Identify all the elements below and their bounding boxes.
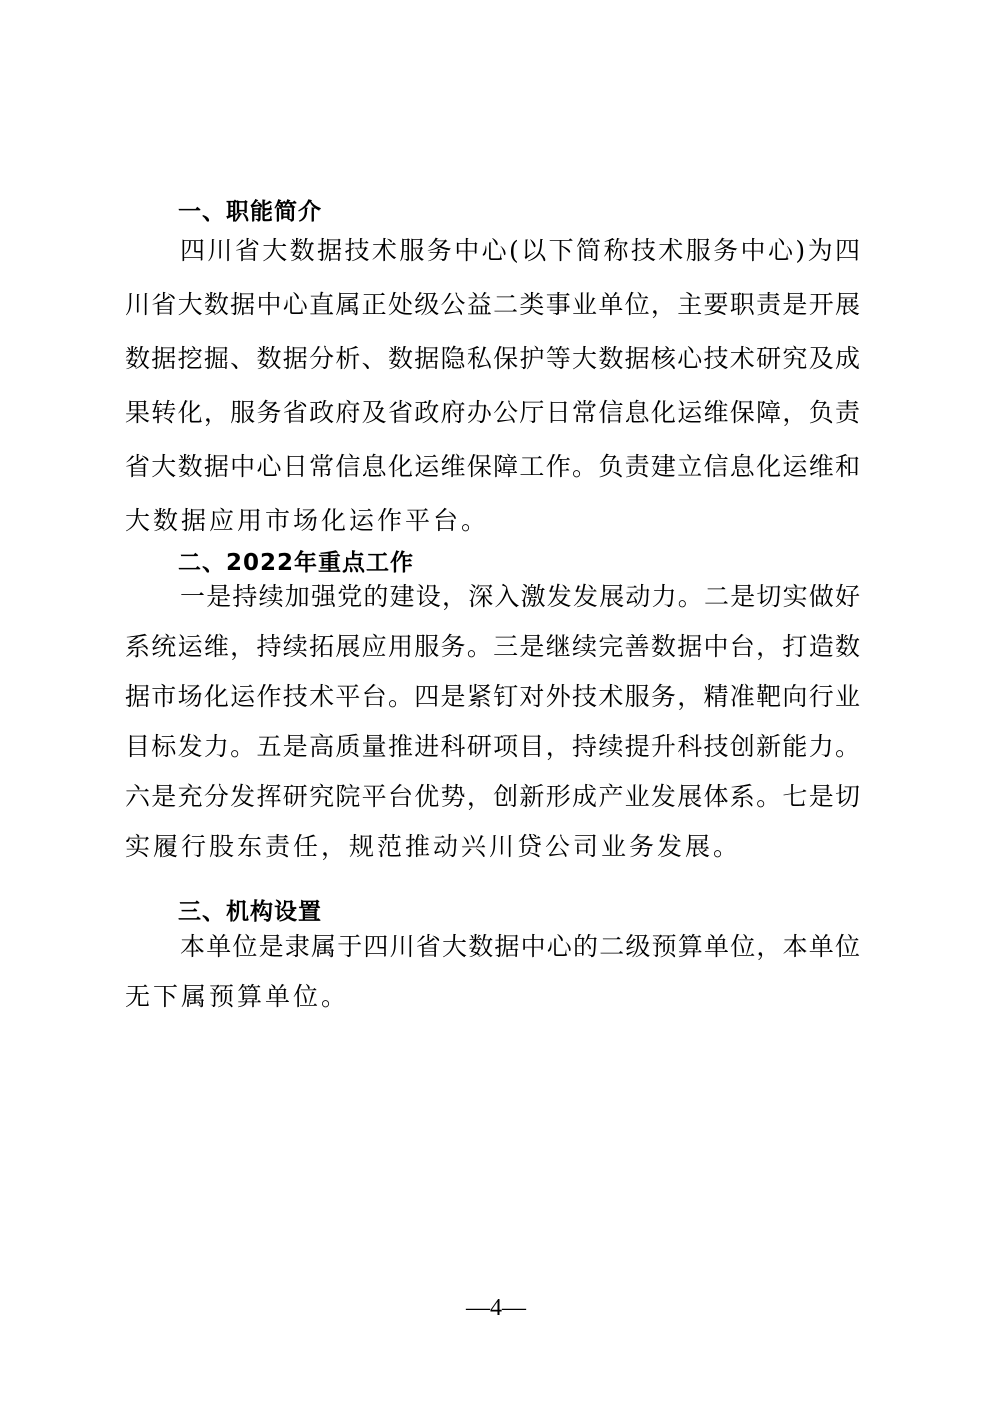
paragraph-line: 四川省大数据技术服务中心(以下简称技术服务中心)为四 [180,236,860,265]
paragraph-line: 果转化，服务省政府及省政府办公厅日常信息化运维保障，负责 [125,398,860,427]
paragraph-line: 目标发力。五是高质量推进科研项目，持续提升科技创新能力。 [125,732,860,761]
paragraph-line: 系统运维，持续拓展应用服务。三是继续完善数据中台，打造数 [125,632,860,661]
paragraph-line: 川省大数据中心直属正处级公益二类事业单位，主要职责是开展 [125,290,860,319]
paragraph-line: 实履行股东责任，规范推动兴川贷公司业务发展。 [125,832,742,861]
paragraph-line: 据市场化运作技术平台。四是紧钉对外技术服务，精准靶向行业 [125,682,860,711]
paragraph-line: 本单位是隶属于四川省大数据中心的二级预算单位，本单位 [180,932,860,961]
paragraph-line: 省大数据中心日常信息化运维保障工作。负责建立信息化运维和 [125,452,860,481]
paragraph-line: 大数据应用市场化运作平台。 [125,506,490,535]
section-heading-key-work: 二、2022年重点工作 [178,550,415,576]
paragraph-line: 一是持续加强党的建设，深入激发发展动力。二是切实做好 [180,582,860,611]
paragraph-line: 数据挖掘、数据分析、数据隐私保护等大数据核心技术研究及成 [125,344,860,373]
paragraph-line: 无下属预算单位。 [125,982,350,1011]
section-heading-functions: 一、职能简介 [178,199,322,225]
paragraph-line: 六是充分发挥研究院平台优势，创新形成产业发展体系。七是切 [125,782,860,811]
page-number: —4— [466,1295,526,1321]
section-heading-organization: 三、机构设置 [178,899,322,925]
